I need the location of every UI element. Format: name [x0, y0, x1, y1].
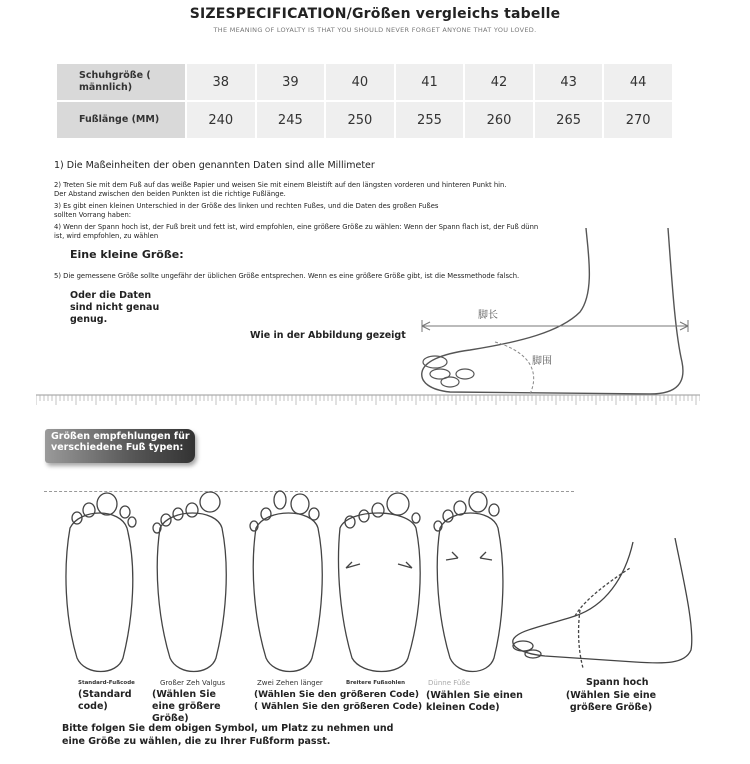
table-cell: 250: [325, 101, 395, 139]
foot-type-advice: (Wählen Sie den größeren Code) ( Wählen Sie den größeren Code): [254, 690, 423, 712]
foot-standard-icon: [55, 488, 145, 678]
foot-type-banner: Größen empfehlungen für verschiedene Fuß typen:: [45, 429, 195, 463]
table-cell: 245: [256, 101, 326, 139]
foot-type-advice: (Standard code): [78, 689, 132, 712]
foot-type-name: Breitere Fußsohlen: [346, 680, 406, 686]
foot-type-advice: (Wählen Sie eine größere Größe): [565, 690, 657, 713]
page-subtitle: THE MEANING OF LOYALTY IS THAT YOU SHOULD NEVER FORGET ANYONE THAT YOU LOVED.: [213, 26, 537, 34]
foot-wide-icon: [336, 488, 426, 678]
length-label: 脚长: [478, 310, 498, 321]
girth-label: 脚围: [532, 356, 552, 367]
note-4b: ist, wird empfohlen, zu wählen: [54, 232, 159, 240]
note-4c: Eine kleine Größe:: [70, 248, 184, 261]
foot-type-name: Dünne Füße: [428, 679, 471, 687]
note-2a: 2) Treten Sie mit dem Fuß auf das weiße Papier und weisen Sie mit einem Bleistift auf den längsten vorderen und hinteren Punkt hin.: [54, 181, 507, 189]
table-cell: 41: [395, 63, 465, 101]
note-2b: Der Abstand zwischen den beiden Punkten ist die richtige Fußlänge.: [54, 190, 286, 198]
note-1: 1) Die Maßeinheiten der oben genannten Daten sind alle Millimeter: [54, 160, 375, 171]
note-6: Oder die Daten sind nicht genau genug.: [70, 290, 160, 325]
row-header: Schuhgröße ( männlich): [56, 63, 186, 101]
foot-type-name: Großer Zeh Valgus: [160, 679, 226, 687]
foot-type-name: Zwei Zehen länger: [257, 679, 323, 687]
note-3a: 3) Es gibt einen kleinen Unterschied in der Größe des linken und rechten Fußes, und die Daten des großen Fußes: [54, 202, 439, 210]
table-row: [56, 101, 673, 139]
table-cell: 44: [603, 63, 673, 101]
table-cell: 265: [534, 101, 604, 139]
table-cell: 42: [464, 63, 534, 101]
table-cell: 255: [395, 101, 465, 139]
foot-type-name: Spann hoch: [586, 677, 649, 688]
foot-type-advice: (Wählen Sie einen kleinen Code): [426, 690, 523, 713]
foot-type-name: Standard-Fußcode: [78, 680, 135, 686]
table-cell: 38: [186, 63, 256, 101]
row-header: Fußlänge (MM): [56, 101, 186, 139]
table-cell: 260: [464, 101, 534, 139]
foot-bunion-icon: [148, 488, 238, 678]
table-cell: 40: [325, 63, 395, 101]
table-cell: 39: [256, 63, 326, 101]
table-cell: 270: [603, 101, 673, 139]
table-cell: 43: [534, 63, 604, 101]
page-title: SIZESPECIFICATION/Größen vergleichs tabelle: [189, 6, 561, 22]
foot-high-instep-icon: [505, 538, 700, 668]
table-cell: 240: [186, 101, 256, 139]
note-7: Wie in der Abbildung gezeigt: [250, 330, 406, 341]
size-table: [55, 62, 674, 140]
table-row: [56, 63, 673, 101]
footer-note: Bitte folgen Sie dem obigen Symbol, um Platz zu nehmen und eine Größe zu wählen, die zu Ihrer Fußform passt.: [62, 723, 394, 747]
note-3b: sollten Vorrang haben:: [54, 211, 132, 219]
foot-long-toe-icon: [244, 488, 334, 678]
foot-measure-diagram: [410, 222, 700, 402]
note-4a: 4) Wenn der Spann hoch ist, der Fuß breit und fett ist, wird empfohlen, eine größere Größe zu wählen: Wenn der Spann flach ist, der Fuß dünn: [54, 223, 539, 231]
ruler: [36, 394, 700, 406]
foot-type-advice: (Wählen Sie eine größere Größe): [152, 689, 221, 724]
note-5: 5) Die gemessene Größe sollte ungefähr der üblichen Größe entsprechen. Wenn es eine größere Größe gibt, ist die Messmethode falsch.: [54, 272, 520, 280]
